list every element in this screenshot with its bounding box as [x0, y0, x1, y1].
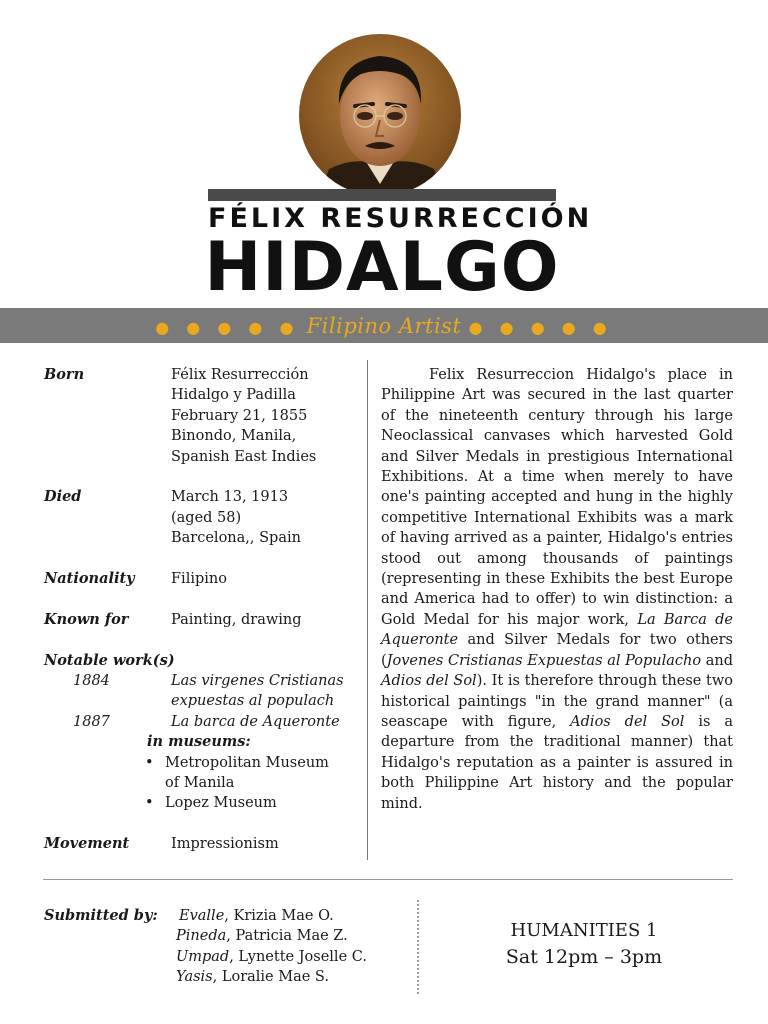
- born-row: [44, 365, 364, 467]
- subtitle-band: [0, 308, 768, 343]
- work-year: 1884: [73, 673, 110, 690]
- movement-value: Impressionism: [171, 836, 279, 853]
- first-name-heading: FÉLIX RESURRECCIÓN: [208, 203, 593, 234]
- born-line: Félix Resurrección: [171, 367, 309, 383]
- work-title: La barca de Aqueronte: [171, 713, 340, 730]
- info-panel: [44, 365, 364, 855]
- bio-text: and Silver Medals for two others (: [381, 632, 733, 669]
- died-value: [171, 487, 364, 548]
- bio-work-title: La Barca de Aqueronte: [381, 611, 734, 649]
- work-item: [44, 712, 364, 732]
- bullet-icon: •: [145, 795, 154, 812]
- born-value: [171, 365, 364, 467]
- bio-text: Felix Resurreccion Hidalgo's place in Philippine Art was secured in the last quarter of the nineteenth century through his large Neoclassical canvases which harvested Gold and Silver Medals in prestigious International Exhibitions. At a time when merely to have one's painting accepted and hung in the highly competitive International Exhibits was a mark of having arrived as a painter, Hidalgo's entries stood out among thousands of paintings (representing in these Exhibits the best Europe and America had to offer) to win distinction: a Gold Medal for his major work,: [381, 367, 733, 628]
- died-row: [44, 487, 364, 548]
- dots-right: ● ● ● ● ●: [468, 317, 613, 337]
- submitter-name: [176, 926, 416, 946]
- bio-text: ). It is therefore through these two historical paintings "in the grand manner" (a seascape with figure,: [381, 673, 733, 730]
- bio-work-title: Jovenes Cristianas Expuestas al Populacho: [386, 652, 702, 669]
- born-line: February 21, 1855: [171, 407, 308, 424]
- museum-line: of Manila: [165, 775, 235, 792]
- course-name: HUMANITIES 1: [510, 920, 658, 941]
- header-bar: [208, 189, 556, 201]
- work-year: 1887: [73, 713, 110, 730]
- museum-name: Lopez Museum: [165, 795, 277, 812]
- died-label: Died: [44, 488, 82, 506]
- submitter-name: [176, 947, 416, 967]
- biography-paragraph: [381, 365, 733, 814]
- died-line: March 13, 1913: [171, 489, 289, 506]
- biography: [381, 365, 733, 814]
- submitter-name: [176, 967, 416, 987]
- movement-label: Movement: [44, 835, 130, 853]
- bullet-icon: •: [145, 754, 154, 771]
- nationality-row: [44, 569, 364, 589]
- last-name-heading: HIDALGO: [204, 228, 560, 307]
- movement-row: [44, 834, 364, 854]
- submitter-last-name: Pineda: [176, 928, 227, 945]
- submitter-list: [176, 906, 416, 988]
- bio-text: is a departure from the traditional manner) that Hidalgo's reputation as a painter is assured in both Philippine Art history and the popular mind.: [381, 713, 733, 812]
- known-for-label: Known for: [44, 610, 129, 628]
- submitter-first-name: , Lynette Joselle C.: [229, 948, 367, 965]
- died-line: Barcelona,, Spain: [171, 530, 301, 547]
- work-title-line: expuestas al populach: [171, 693, 335, 710]
- museum-item: [44, 793, 364, 813]
- subtitle-label: Filipino Artist: [306, 313, 462, 338]
- submitter-first-name: , Loralie Mae S.: [212, 969, 329, 986]
- submitter-first-name: , Patricia Mae Z.: [226, 928, 348, 945]
- born-line: Binondo, Manila,: [171, 428, 297, 445]
- born-line: Spanish East Indies: [171, 448, 317, 465]
- bio-work-title: Adios del Sol: [570, 713, 685, 730]
- submitter-first-name: , Krizia Mae O.: [224, 908, 334, 924]
- course-schedule: Sat 12pm – 3pm: [505, 946, 663, 968]
- born-line: Hidalgo y Padilla: [171, 387, 296, 404]
- bio-work-title: Adios del Sol: [381, 673, 477, 690]
- museum-name: [165, 753, 329, 794]
- submitter-last-name: Umpad: [176, 948, 230, 965]
- died-line: (aged 58): [171, 509, 242, 526]
- submitted-by-label: Submitted by:: [44, 907, 158, 924]
- submitter-last-name: Evalle: [179, 908, 225, 924]
- museum-line: Metropolitan Museum: [165, 754, 329, 771]
- nationality-label: Nationality: [44, 570, 135, 588]
- dots-left: ● ● ● ● ●: [155, 317, 300, 337]
- subtitle-text: [155, 314, 613, 338]
- work-item: [44, 671, 364, 712]
- column-divider: [367, 360, 368, 860]
- work-title-line: Las virgenes Cristianas: [171, 673, 344, 690]
- bio-text: and: [705, 652, 734, 669]
- known-for-value: Painting, drawing: [171, 611, 302, 628]
- notable-works-label: Notable work(s): [44, 651, 175, 669]
- submitter-name: [176, 906, 416, 926]
- footer-dotted-divider: [417, 900, 419, 994]
- course-info: [460, 918, 708, 970]
- museums-label: in museums:: [147, 733, 251, 751]
- known-for-row: [44, 610, 364, 630]
- portrait-image: [299, 34, 461, 196]
- museum-item: [44, 753, 364, 794]
- nationality-value: Filipino: [171, 571, 227, 588]
- born-label: Born: [44, 366, 85, 383]
- footer-divider: [43, 879, 733, 880]
- submitter-last-name: Yasis: [176, 969, 213, 986]
- work-title: [171, 671, 344, 712]
